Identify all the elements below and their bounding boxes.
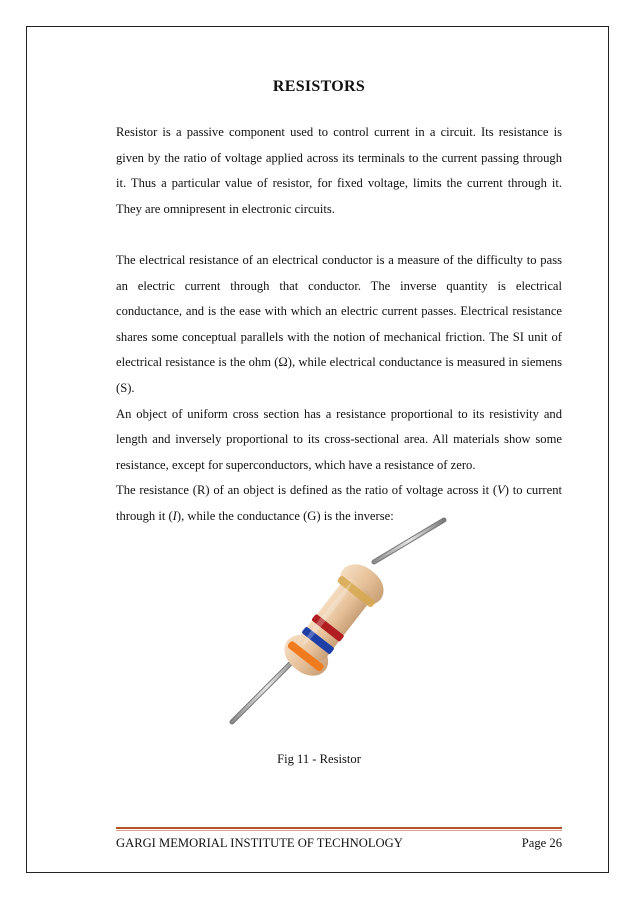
footer-page-number: Page 26 — [521, 836, 562, 850]
page-title: RESISTORS — [272, 78, 366, 95]
footer-institute: GARGI MEMORIAL INSTITUTE OF TECHNOLOGY — [116, 836, 403, 850]
body-text — [116, 120, 562, 530]
footer-rule — [116, 827, 562, 831]
resistor-body — [277, 556, 391, 683]
paragraph-2: The electrical resistance of an electrical conductor is a measure of the difficulty to pass an electric current through that conductor. The inverse quantity is electrical conductance, and is the ease with which an electric current passes. Electrical resistance shares some conceptual parallels with the notion of mechanical friction. The SI unit of electrical resistance is the ohm (Ω), while electrical conductance is measured in siemens (S). — [116, 252, 562, 395]
paragraph-4-part-3: ), while the conductance (G) is the inverse: — [176, 508, 394, 523]
variable-v: V — [497, 483, 505, 498]
variable-i: I — [172, 508, 177, 523]
figure-caption: Fig 11 - Resistor — [277, 752, 361, 766]
resistor-image — [224, 516, 454, 730]
paragraph-1: Resistor is a passive component used to control current in a circuit. Its resistance is given by the ratio of voltage applied across its terminals to the current passing through it. Thus a particular value of resistor, for fixed voltage, limits the current through it. They are omnipresent in electronic circuits. — [116, 125, 562, 216]
paragraph-3: An object of uniform cross section has a resistance proportional to its resistivity and length and inversely proportional to its cross-sectional area. All materials show some resistance, except for superconductors, which have a resistance of zero. — [116, 406, 562, 472]
paragraph-4-part-2: ) to current through it ( — [116, 483, 562, 523]
paragraph-4-part-1: The resistance (R) of an object is defined as the ratio of voltage across it ( — [116, 483, 498, 498]
